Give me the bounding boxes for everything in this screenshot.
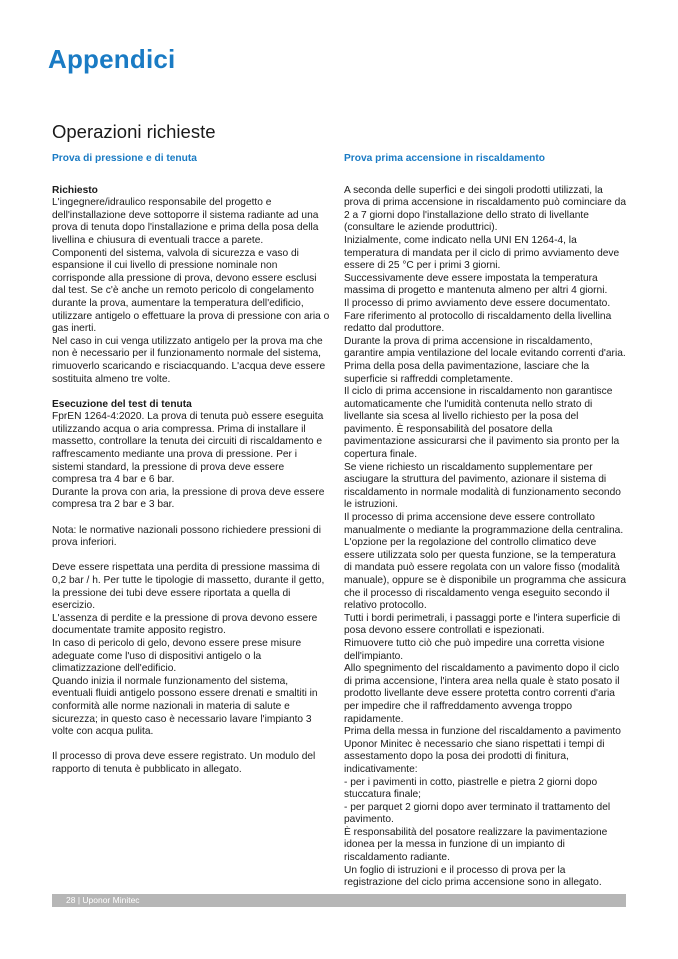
paragraph: L'ingegnere/idraulico responsabile del progetto e dell'installazione deve sottoporre il sistema radiante ad una prova di tenuta dopo l'installazione e prima della posa della livellina e chiusura di eventuali tracce a parete.: [52, 197, 319, 246]
list-item: - per i pavimenti in cotto, piastrelle e pietra 2 giorni dopo stuccatura finale;: [344, 776, 598, 801]
paragraph: A seconda delle superfici e dei singoli prodotti utilizzati, la prova di prima accensione in riscaldamento può cominciare da 2 a 7 giorni dopo l'installazione dello strato di livellante (consultare le aziende produttrici).: [344, 184, 627, 234]
paragraph: Un foglio di istruzioni e il processo di prova per la registrazione del ciclo prima accensione sono in allegato.: [344, 864, 602, 889]
richiesto-title: Richiesto: [52, 184, 98, 196]
paragraph: Deve essere rispettata una perdita di pressione massima di 0,2 bar / h. Per tutte le tipologie di massetto, durante il getto, la pressione dei tubi deve essere riportata a quella di esercizio.: [52, 562, 325, 612]
paragraph: Durante la prova con aria, la pressione di prova deve essere compresa tra 2 bar e 3 bar.: [52, 486, 325, 511]
list-item: - per parquet 2 giorni dopo aver terminato il trattamento del pavimento.: [344, 801, 611, 826]
footer-page-label: 28 | Uponor Minitec: [66, 895, 140, 905]
pressure-test-heading: Prova di pressione e di tenuta: [52, 153, 197, 164]
paragraph: Tutti i bordi perimetrali, i passaggi porte e l'intera superficie di posa devono essere controllati e ispezionati.: [344, 612, 621, 637]
first-heating-heading: Prova prima accensione in riscaldamento: [344, 153, 545, 164]
note-paragraph: Nota: le normative nazionali possono richiedere pressioni di prova inferiori.: [52, 524, 321, 549]
footer-bar: [52, 894, 626, 907]
paragraph: Allo spegnimento del riscaldamento a pavimento dopo il ciclo di prima accensione, l'intera area nella quale è stato posato il prodotto livellante deve essere protetta contro correnti d'aria per impedire che il raffreddamento avvenga troppo rapidamente.: [344, 663, 620, 725]
paragraph: Nel caso in cui venga utilizzato antigelo per la prova ma che non è necessario per il funzionamento normale del sistema, rimuoverlo scaricando e risciacquando. L'acqua deve essere sostituita almeno tre volte.: [52, 335, 326, 385]
paragraph: FprEN 1264-4:2020. La prova di tenuta può essere eseguita utilizzando acqua o aria compressa. Prima di installare il massetto, controllare la tenuta dei circuiti di riscaldamento e raffrescamento mediante una prova di pressione. Per i sistemi standard, la pressione di prova deve essere compresa tra 4 bar e 6 bar.: [52, 411, 324, 486]
registration-paragraph: Il processo di prova deve essere registrato. Un modulo del rapporto di tenuta è pubblicato in allegato.: [52, 751, 316, 775]
right-column: [344, 153, 626, 890]
paragraph: Se viene richiesto un riscaldamento supplementare per asciugare la struttura del pavimento, azionare il sistema di riscaldamento in normale modalità di funzionamento secondo le istruzioni.: [344, 461, 621, 511]
paragraph: Il processo di primo avviamento deve essere documentato. Fare riferimento al protocollo di riscaldamento della livellina redatto dal produttore.: [344, 297, 612, 335]
page-title: Appendici: [48, 44, 176, 74]
paragraph: Il ciclo di prima accensione in riscaldamento non garantisce automaticamente che l'umidità contenuta nello strato di livellante sia scesa al livello richiesto per la posa del pavimento. È responsabilità del posatore della pavimentazione assicurarsi che il pavimento sia pronto per la copertura finale.: [344, 386, 620, 461]
paragraph: Successivamente deve essere impostata la temperatura massima di progetto e mantenuta almeno per altri 4 giorni.: [344, 272, 608, 297]
paragraph: Quando inizia il normale funzionamento del sistema, eventuali fluidi antigelo possono essere drenati e smaltiti in conformità alle norme nazionali in materia di salute e sicurezza; in questo caso è necessario lavare l'impianto 3 volte con acqua pulita.: [52, 675, 318, 738]
paragraph: Rimuovere tutto ciò che può impedire una corretta visione dell'impianto.: [344, 637, 605, 662]
paragraph: Durante la prova di prima accensione in riscaldamento, garantire ampia ventilazione del locale evitando correnti d'aria. Prima della posa della pavimentazione, lasciare che la superficie si raffreddi completamente.: [344, 335, 626, 385]
paragraph: Prima della messa in funzione del riscaldamento a pavimento Uponor Minitec è necessario che siano rispettati i tempi di assestamento dopo la posa dei prodotti di finitura, indicativamente:: [344, 726, 621, 775]
left-column: [52, 153, 330, 777]
paragraph: L'assenza di perdite e la pressione di prova devono essere documentate tramite apposito registro.: [52, 612, 318, 637]
paragraph: In caso di pericolo di gelo, devono essere prese misure adeguate come l'uso di dispositivi antigelo o la climatizzazione dell'edificio.: [52, 637, 302, 675]
paragraph: Il processo di prima accensione deve essere controllato manualmente o mediante la programmazione della centralina. L'opzione per la regolazione del controllo climatico deve essere utilizzata solo per questa funzione, se la temperatura di mandata può essere regolata con un valore fisso (modalità manuale), oppure se è disponibile un programma che assicura che il processo di riscaldamento venga eseguito secondo il relativo protocollo.: [344, 512, 627, 612]
paragraph: È responsabilità del posatore realizzare la pavimentazione idonea per la messa in funzione di un impianto di riscaldamento radiante.: [344, 826, 608, 864]
paragraph: Componenti del sistema, valvola di sicurezza e vaso di espansione il cui livello di pressione nominale non corrisponde alla pressione di prova, devono essere esclusi dal test. Se c'è anche un remoto pericolo di congelamento durante la prova, aumentare la temperatura dell'edificio, utilizzare antigelo o effettuare la prova di pressione con aria o gas inerti.: [52, 247, 330, 335]
esecuzione-title: Esecuzione del test di tenuta: [52, 398, 192, 410]
paragraph: Inizialmente, come indicato nella UNI EN 1264-4, la temperatura di mandata per il ciclo di primo avviamento deve essere di 25 °C per i primi 3 giorni.: [344, 234, 620, 272]
section-title: Operazioni richieste: [52, 121, 216, 142]
